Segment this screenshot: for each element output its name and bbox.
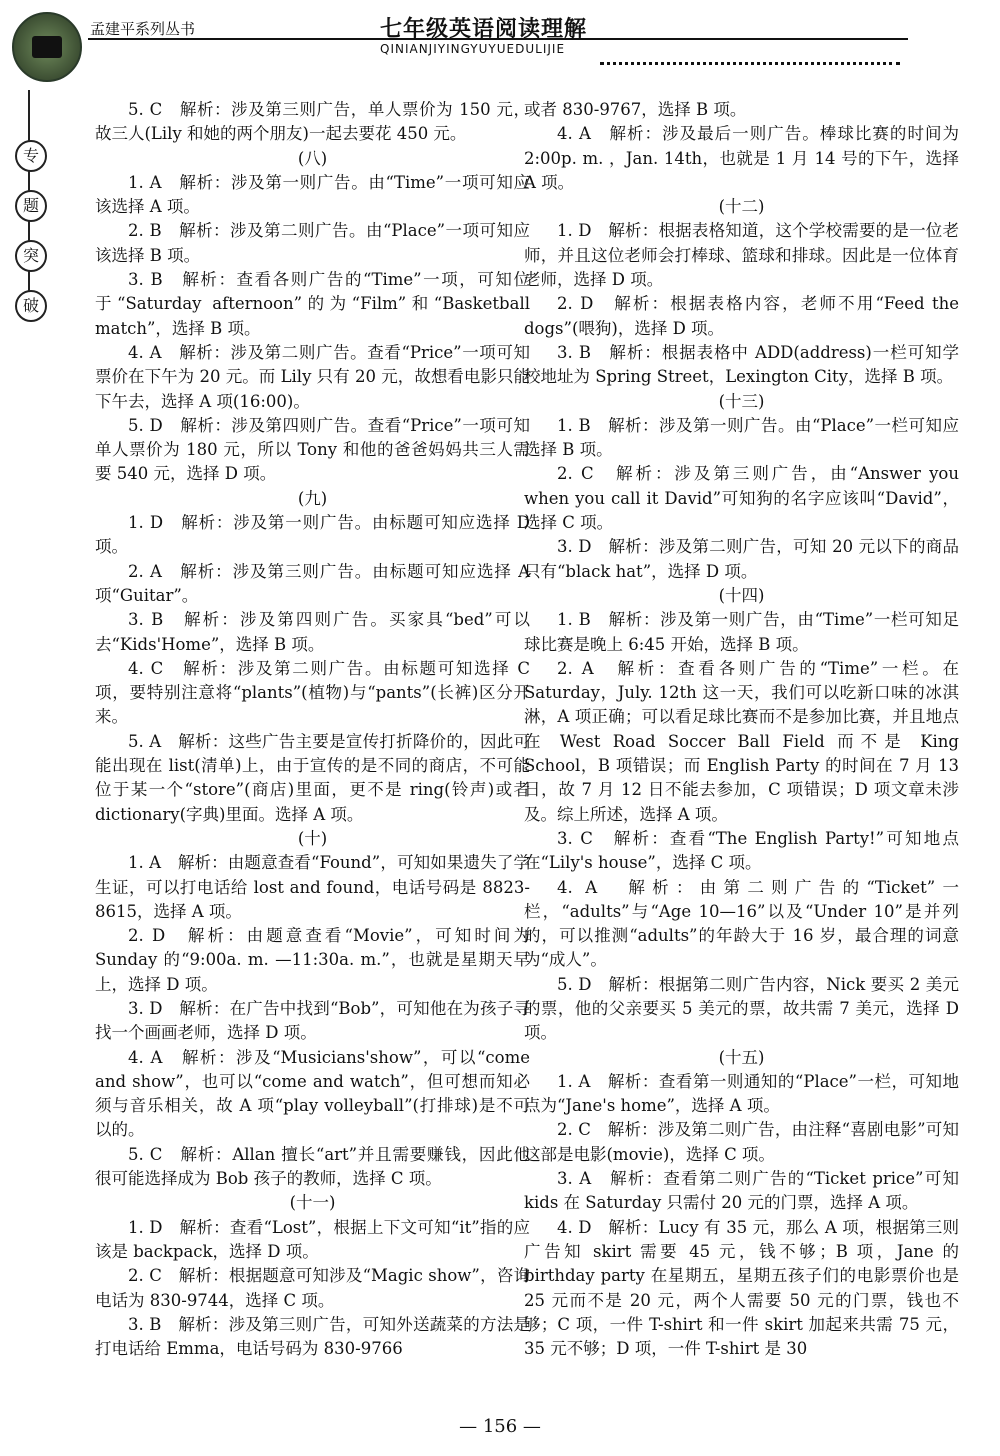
answer-item: 2. D 解析：根据表格内容，老师不用“Feed the dogs”(喂狗)，选择 D 项。 bbox=[524, 294, 959, 338]
header-dotted-line bbox=[600, 62, 900, 65]
answer-item: 1. D 解析：查看“Lost”，根据上下文可知“it”指的应该是 backpack，选择 D 项。 bbox=[95, 1217, 530, 1261]
answer-item: 1. D 解析：涉及第一则广告。由标题可知应选择 D 项。 bbox=[95, 513, 530, 557]
answer-item: 1. A 解析：由题意查看“Found”，可知如果遗失了学生证，可以打电话给 lost and found，电话号码是 8823-8615，选择 A 项。 bbox=[95, 853, 530, 921]
answer-item: 3. D 解析：在广告中找到“Bob”，可知他在为孩子寻找一个画画老师，选择 D 项。 bbox=[95, 998, 530, 1043]
answer-item: 5. C 解析：涉及第三则广告，单人票价为 150 元，故三人(Lily 和她的两个朋友)一起去要花 450 元。 bbox=[95, 100, 530, 144]
answer-item: 5. A 解析：这些广告主要是宣传打折降价的，因此可能出现在 list(清单)上，由于宣传的是不同的商店，不可能位于某一个“store”(商店)里面，更不是 ring(铃声)或者 dictionary(字典)里面。选择 A 项。 bbox=[95, 731, 530, 824]
answer-item: 4. A 解析：涉及最后一则广告。棒球比赛的时间为 2:00p. m. ，Jan. 14th，也就是 1 月 14 号的下午，选择 A 项。 bbox=[524, 124, 959, 192]
section-heading: (八) bbox=[297, 148, 328, 168]
side-tab bbox=[8, 90, 98, 320]
book-emblem-icon bbox=[32, 36, 62, 58]
side-tab-char: 突 bbox=[15, 240, 47, 272]
answer-item: 3. D 解析：涉及第二则广告，可知 20 元以下的商品只有“black hat”，选择 D 项。 bbox=[524, 537, 959, 581]
answer-item: 4. A 解析：涉及第二则广告。查看“Price”一项可知票价在下午为 20 元。而 Lily 只有 20 元，故想看电影只能下午去，选择 A 项(16:00)。 bbox=[95, 342, 530, 411]
series-logo-icon bbox=[12, 12, 82, 82]
answer-continuation: 或者 830-9767，选择 B 项。 bbox=[524, 100, 747, 119]
answer-item: 3. C 解析：查看“The English Party!”可知地点在“Lily's house”，选择 C 项。 bbox=[524, 828, 959, 873]
answer-item: 2. C 解析：涉及第二则广告，由注释“喜剧电影”可知这部是电影(movie)，选择 C 项。 bbox=[524, 1120, 959, 1164]
section-heading: (十) bbox=[297, 828, 328, 848]
left-column bbox=[95, 98, 530, 1361]
section-heading: (十三) bbox=[718, 391, 765, 411]
answer-item: 2. B 解析：涉及第二则广告。由“Place”一项可知应该选择 B 项。 bbox=[95, 221, 530, 265]
side-tab-char: 专 bbox=[15, 140, 47, 172]
answer-item: 1. D 解析：根据表格知道，这个学校需要的是一位老师，并且这位老师会打棒球、篮球和排球。因此是一位体育老师，选择 D 项。 bbox=[524, 221, 959, 290]
answer-item: 1. B 解析：涉及第一则广告，由“Time”一栏可知足球比赛是晚上 6:45 开始，选择 B 项。 bbox=[524, 610, 959, 654]
answer-item: 3. B 解析：涉及第三则广告，可知外送蔬菜的方法是打电话给 Emma，电话号码为 830-9766 bbox=[95, 1314, 530, 1359]
answer-item: 2. C 解析：涉及第三则广告，由“Answer you when you call it David”可知狗的名字应该叫“David”，选择 C 项。 bbox=[524, 464, 959, 533]
answer-item: 4. D 解析：Lucy 有 35 元，那么 A 项，根据第三则广告知 skirt 需要 45 元，钱不够；B 项，Jane 的 birthday party 在星期五，星期五孩子们的电影票价也是 25 元而不是 20 元，两个人需要 50 元的门票，钱也不够；C 项，一件 T-shirt 和一件 skirt 加起来共需 75 元，35 元不够；D 项，一件 T-shirt 是 30 bbox=[524, 1217, 959, 1359]
section-heading: (十一) bbox=[289, 1193, 336, 1213]
series-name: 孟建平系列丛书 bbox=[90, 20, 196, 38]
section-heading: (九) bbox=[297, 488, 328, 508]
answer-item: 3. B 解析：查看各则广告的“Time”一项，可知位于“Saturday afternoon”的为“Film”和“Basketball match”，选择 B 项。 bbox=[95, 270, 530, 338]
answer-item: 2. D 解析：由题意查看“Movie”，可知时间为 Sunday 的“9:00a. m. —11:30a. m.”，也就是星期天早上，选择 D 项。 bbox=[95, 926, 530, 994]
answer-item: 2. C 解析：根据题意可知涉及“Magic show”，咨询电话为 830-9744，选择 C 项。 bbox=[95, 1266, 530, 1310]
answer-item: 1. A 解析：涉及第一则广告。由“Time”一项可知应该选择 A 项。 bbox=[95, 172, 530, 217]
book-title: 七年级英语阅读理解 bbox=[380, 16, 588, 42]
page-header bbox=[0, 0, 1000, 100]
answer-item: 3. B 解析：涉及第四则广告。买家具“bed”可以去“Kids'Home”，选择 B 项。 bbox=[95, 610, 530, 654]
side-tab-char: 破 bbox=[15, 290, 47, 322]
section-heading: (十五) bbox=[718, 1047, 765, 1067]
answer-item: 3. A 解析：查看第二则广告的“Ticket price”可知 kids 在 Saturday 只需付 20 元的门票，选择 A 项。 bbox=[524, 1169, 959, 1213]
answer-item: 5. D 解析：涉及第四则广告。查看“Price”一项可知单人票价为 180 元，所以 Tony 和他的爸爸妈妈共三人需要 540 元，选择 D 项。 bbox=[95, 415, 530, 484]
answer-item: 1. A 解析：查看第一则通知的“Place”一栏，可知地点为“Jane's home”，选择 A 项。 bbox=[524, 1071, 959, 1116]
answer-item: 3. B 解析：根据表格中 ADD(address)一栏可知学校地址为 Spring Street，Lexington City，选择 B 项。 bbox=[524, 342, 959, 387]
answer-item: 5. D 解析：根据第二则广告内容，Nick 要买 2 美元的票，他的父亲要买 5 美元的票，故共需 7 美元，选择 D 项。 bbox=[524, 974, 959, 1043]
answer-item: 4. C 解析：涉及第二则广告。由标题可知选择 C 项，要特别注意将“plants”(植物)与“pants”(长裤)区分开来。 bbox=[95, 658, 530, 727]
answer-item: 4. A 解析：涉及“Musicians'show”，可以“come and show”，也可以“come and watch”，但可想而知必须与音乐相关，故 A 项“play volleyball”(打排球)是不可以的。 bbox=[95, 1047, 530, 1140]
answer-item: 1. B 解析：涉及第一则广告。由“Place”一栏可知应选择 B 项。 bbox=[524, 415, 959, 460]
answer-item: 2. A 解析：查看各则广告的“Time”一栏。在 Saturday，July. 12th 这一天，我们可以吃新口味的冰淇淋，A 项正确；可以看足球比赛而不是参加比赛，并且地点在 West Road Soccer Ball Field 而不是 King School，B 项错误；而 English Party 的时间在 7 月 13 日，故 7 月 12 日不能去参加，C 项错误；D 项文章未涉及。综上所述，选择 A 项。 bbox=[524, 658, 959, 824]
side-tab-char: 题 bbox=[15, 190, 47, 222]
answer-item: 2. A 解析：涉及第三则广告。由标题可知应选择 A 项“Guitar”。 bbox=[95, 561, 530, 605]
answer-item: 4. A 解析：由第二则广告的“Ticket”一栏，“adults”与“Age 10—16”以及“Under 10”是并列的，可以推测“adults”的年龄大于 16 岁，最合理的词意为“成人”。 bbox=[524, 877, 959, 970]
page-number: — 156 — bbox=[459, 1416, 541, 1437]
section-heading: (十四) bbox=[718, 585, 765, 605]
answer-item: 5. C 解析：Allan 擅长“art”并且需要赚钱，因此他很可能选择成为 Bob 孩子的教师，选择 C 项。 bbox=[95, 1144, 530, 1189]
right-column bbox=[524, 98, 959, 1361]
book-title-pinyin: QINIANJIYINGYUYUEDULIJIE bbox=[380, 42, 566, 56]
section-heading: (十二) bbox=[718, 197, 765, 217]
